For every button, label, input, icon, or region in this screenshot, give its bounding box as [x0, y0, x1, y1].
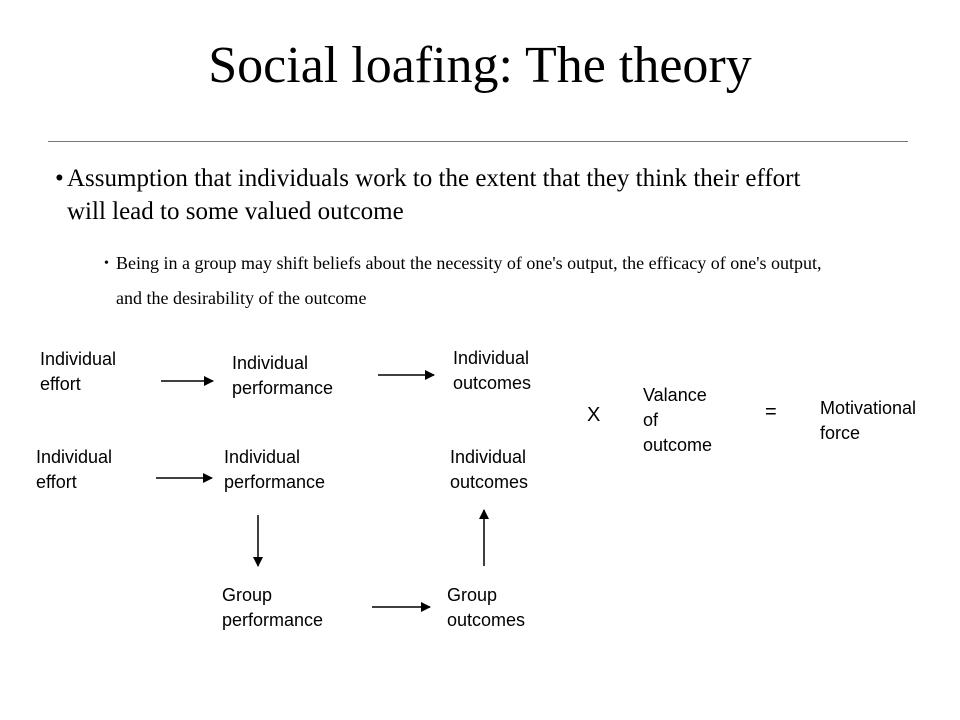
multiply-sign: X [587, 404, 601, 426]
sub-bullet-text: Being in a group may shift beliefs about the necessity of one's output, the efficacy of one's output, and the desirability of the outcome [116, 253, 822, 308]
equals-sign: = [765, 401, 777, 423]
row1-individual-outcomes: Individual outcomes [453, 348, 532, 393]
group-performance: Group performance [222, 585, 324, 630]
slide-title: Social loafing: The theory [208, 37, 752, 94]
bullet-dot: • [104, 256, 109, 271]
row2-individual-outcomes: Individual outcomes [450, 447, 529, 492]
row2-individual-effort: Individual effort [36, 447, 113, 492]
row1-individual-performance: Individual performance [232, 353, 334, 398]
main-bullet-text: Assumption that individuals work to the extent that they think their effort will lead to some valued outcome [67, 165, 801, 225]
valance-of-outcome: Valance of outcome [643, 385, 713, 455]
row1-individual-effort: Individual effort [40, 349, 117, 394]
motivational-force: Motivational force [820, 398, 917, 443]
bullet-dot: • [55, 165, 64, 192]
row2-individual-performance: Individual performance [224, 447, 326, 492]
group-outcomes: Group outcomes [447, 585, 526, 630]
